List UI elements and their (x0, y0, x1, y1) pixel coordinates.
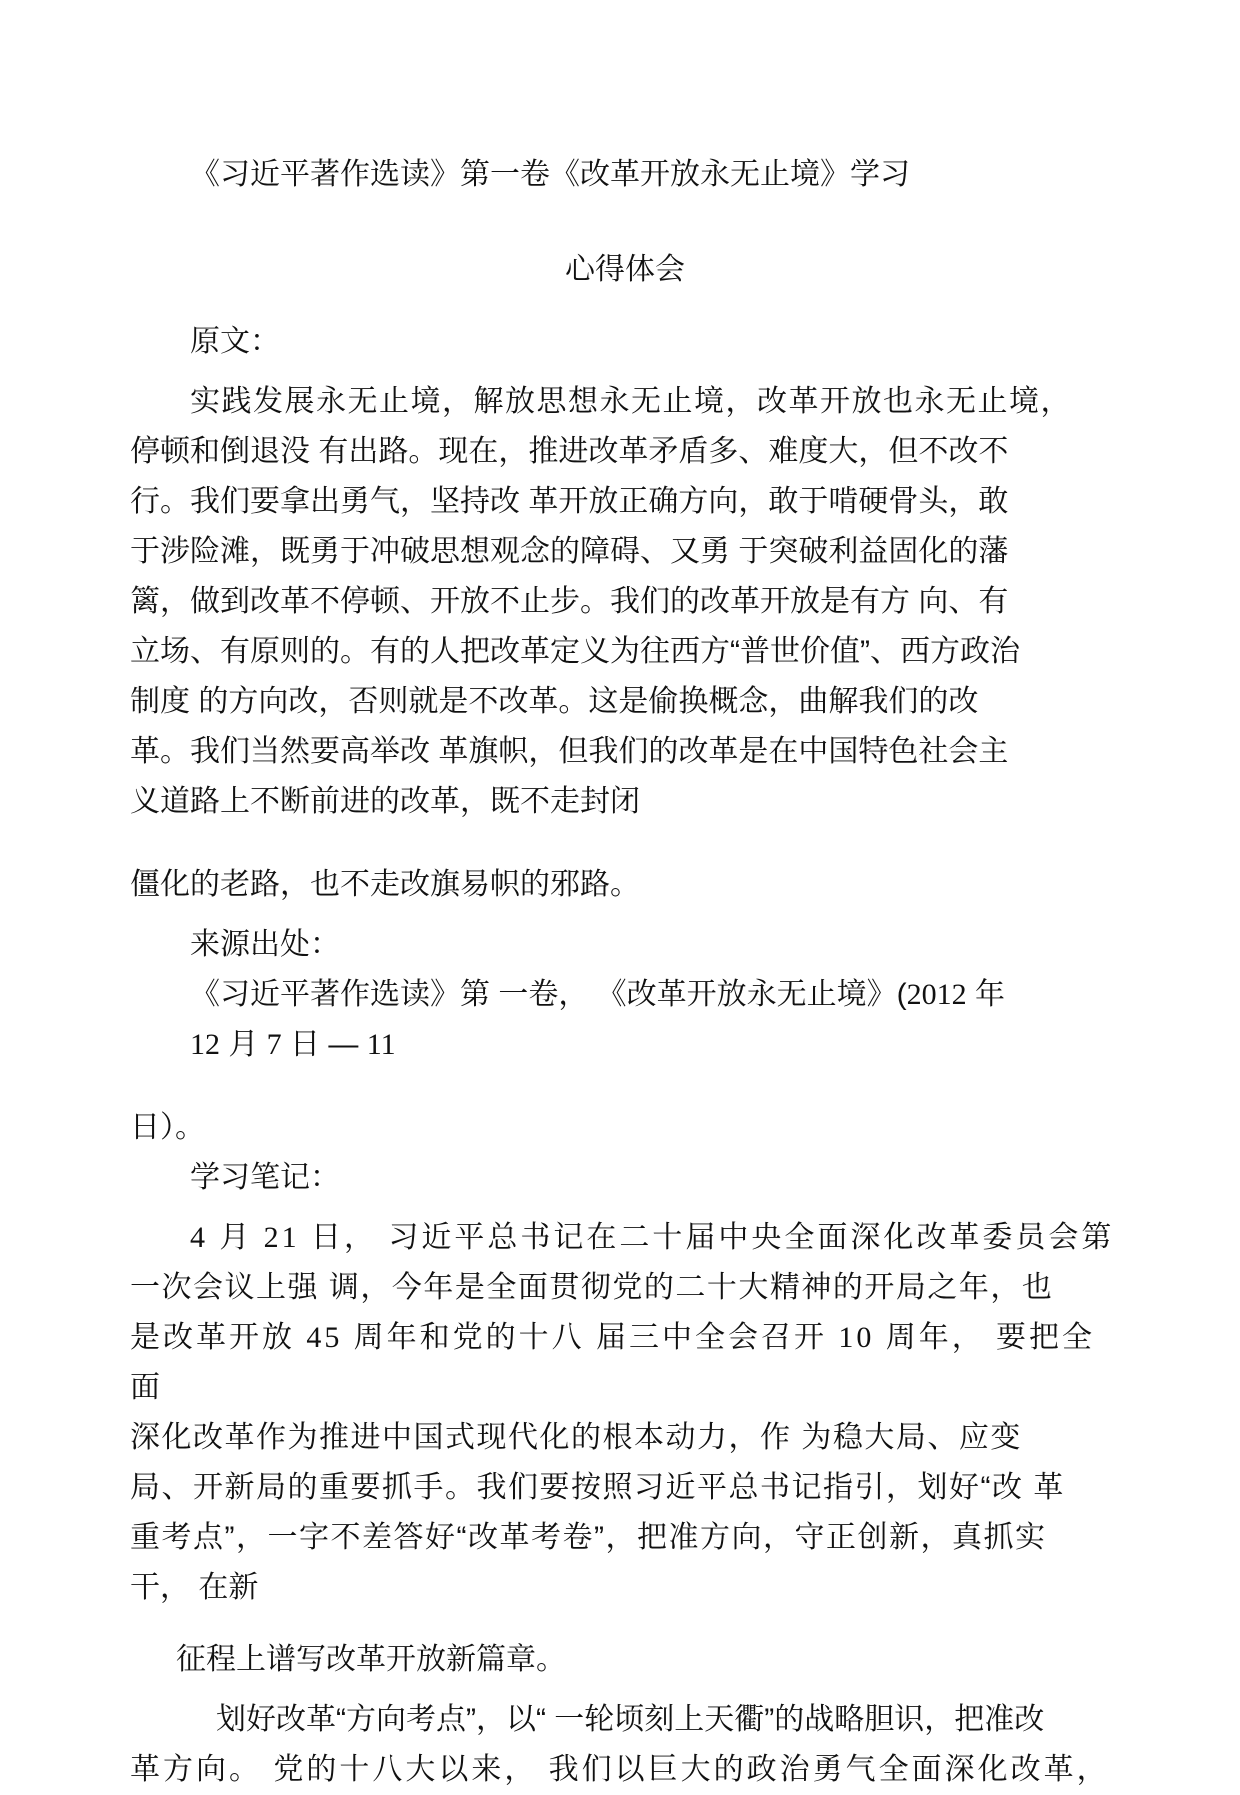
paragraph-original-line: 篱，做到改革不停顿、开放不止步。我们的改革开放是有方 向、有 (130, 585, 1009, 618)
study-notes-line: 一次会议上强 调，今年是全面贯彻党的二十大精神的开局之年，也 (130, 1271, 1054, 1304)
source-line: 《习近平著作选读》第 一卷， 《改革开放永无止境》(2012 年 (190, 978, 1006, 1011)
study-notes-line: 征程上谱写改革开放新篇章。 (176, 1643, 566, 1676)
label-study-notes: 学习笔记： (190, 1161, 340, 1194)
study-notes-line: 重考点”，一字不差答好“改革考卷”，把准方向，守正创新，真抓实 (130, 1521, 1047, 1554)
study-notes-line: 划好改革“方向考点”，以“ 一轮顷刻上天衢”的战略胆识，把准改 (216, 1703, 1045, 1736)
source-line: 12 月 7 日 — 11 (190, 1028, 396, 1061)
document-title: 《习近平著作选读》第一卷《改革开放永无止境》学习 (190, 158, 910, 191)
label-original-text: 原文： (190, 325, 280, 358)
study-notes-line: 是改革开放 45 周年和党的十八 届三中全会召开 10 周年， 要把全面 (130, 1321, 1096, 1404)
study-notes-line: 革方向。 党的十八大以来， 我们以巨大的政治勇气全面深化改革， (130, 1753, 1110, 1786)
document-subtitle: 心得体会 (565, 253, 685, 286)
study-notes-line: 局、开新局的重要抓手。我们要按照习近平总书记指引，划好“改 革 (130, 1471, 1065, 1504)
paragraph-original-line: 行。我们要拿出勇气，坚持改 革开放正确方向，敢于啃硬骨头，敢 (130, 485, 1009, 518)
paragraph-original-line: 制度 的方向改，否则就是不改革。这是偷换概念，曲解我们的改 (130, 685, 979, 718)
paragraph-original-line: 僵化的老路，也不走改旗易帜的邪路。 (130, 868, 640, 901)
paragraph-original-line: 实践发展永无止境，解放思想永无止境，改革开放也永无止境， (190, 385, 1072, 418)
paragraph-original-line: 革。我们当然要高举改 革旗帜，但我们的改革是在中国特色社会主 (130, 735, 1009, 768)
paragraph-original-line: 停顿和倒退没 有出路。现在，推进改革矛盾多、难度大，但不改不 (130, 435, 1009, 468)
paragraph-original-line: 义道路上不断前进的改革，既不走封闭 (130, 785, 640, 818)
paragraph-original-line: 于涉险滩，既勇于冲破思想观念的障碍、又勇 于突破利益固化的藩 (130, 535, 1009, 568)
paragraph-original-line: 立场、有原则的。有的人把改革定义为往西方“普世价值”、西方政治 (130, 635, 1020, 668)
source-line: 日）。 (130, 1111, 205, 1144)
study-notes-line: 干， 在新 (130, 1571, 259, 1604)
study-notes-line: 深化改革作为推进中国式现代化的根本动力，作 为稳大局、应变 (130, 1421, 1022, 1454)
label-source: 来源出处： (190, 928, 340, 961)
study-notes-line: 4 月 21 日， 习近平总书记在二十届中央全面深化改革委员会第 (190, 1221, 1115, 1254)
